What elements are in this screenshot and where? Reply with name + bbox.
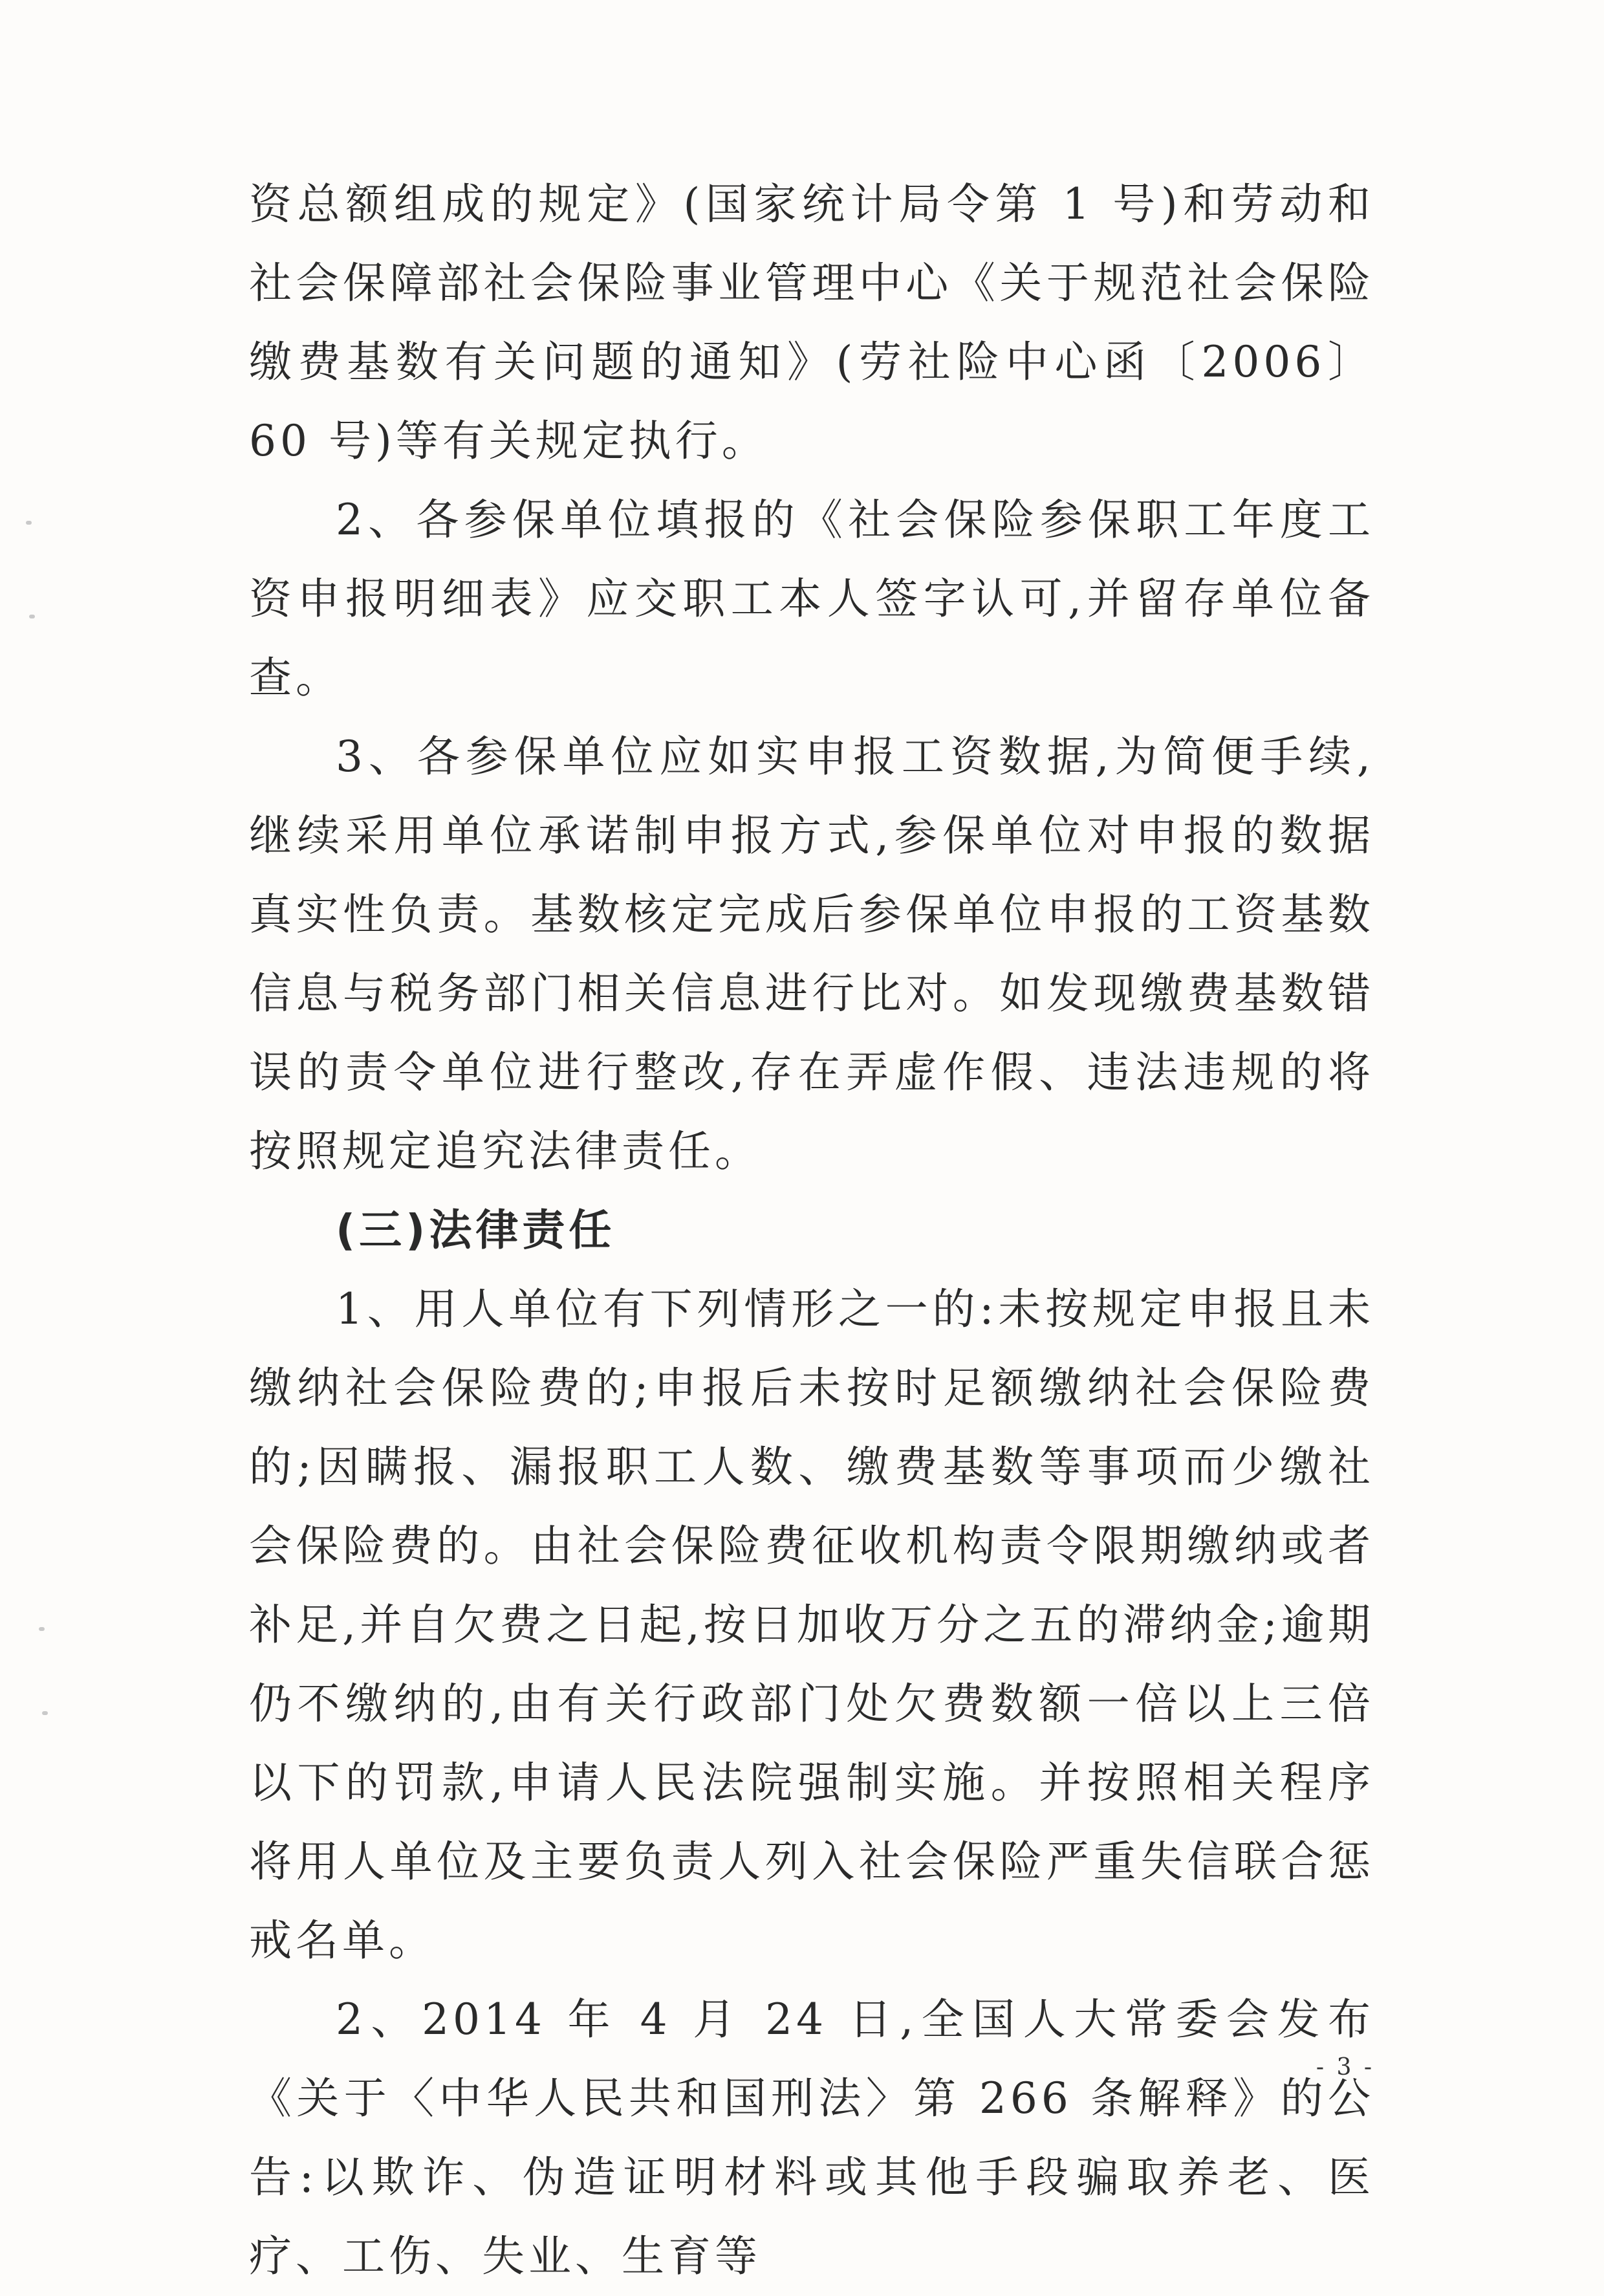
- paragraph-item-2: 2、各参保单位填报的《社会保险参保职工年度工资申报明细表》应交职工本人签字认可,并留存单位备查。: [249, 495, 1374, 703]
- page-number: - 3 -: [1316, 2054, 1374, 2081]
- paragraph-continued: 资总额组成的规定》(国家统计局令第 1 号)和劳动和社会保障部社会保险事业管理中心《关于规范社会保险缴费基数有关问题的通知》(劳社险中心函〔2006〕60 号)等有关规定执行。: [249, 179, 1374, 466]
- scan-speck: [39, 1627, 45, 1631]
- paragraph-item-3: 3、各参保单位应如实申报工资数据,为简便手续,继续采用单位承诺制申报方式,参保单位对申报的数据真实性负责。基数核定完成后参保单位申报的工资基数信息与税务部门相关信息进行比对。如发现缴费基数错误的责令单位进行整改,存在弄虚作假、违法违规的将按照规定追究法律责任。: [249, 732, 1374, 1176]
- document-page: [249, 165, 1374, 2296]
- scan-speck: [29, 615, 35, 618]
- scan-speck: [42, 1711, 48, 1715]
- paragraph-liability-1: 1、用人单位有下列情形之一的:未按规定申报且未缴纳社会保险费的;申报后未按时足额缴纳社会保险费的;因瞒报、漏报职工人数、缴费基数等事项而少缴社会保险费的。由社会保险费征收机构责令限期缴纳或者补足,并自欠费之日起,按日加收万分之五的滞纳金;逾期仍不缴纳的,由有关行政部门处欠费数额一倍以上三倍以下的罚款,申请人民法院强制实施。并按照相关程序将用人单位及主要负责人列入社会保险严重失信联合惩戒名单。: [249, 1284, 1374, 1965]
- section-heading: (三)法律责任: [336, 1205, 616, 1255]
- scan-speck: [26, 521, 32, 525]
- paragraph-liability-2: 2、2014 年 4 月 24 日,全国人大常委会发布《关于〈中华人民共和国刑法〉第 266 条解释》的公告:以欺诈、伪造证明材料或其他手段骗取养老、医疗、工伤、失业、生育等: [249, 1995, 1374, 2281]
